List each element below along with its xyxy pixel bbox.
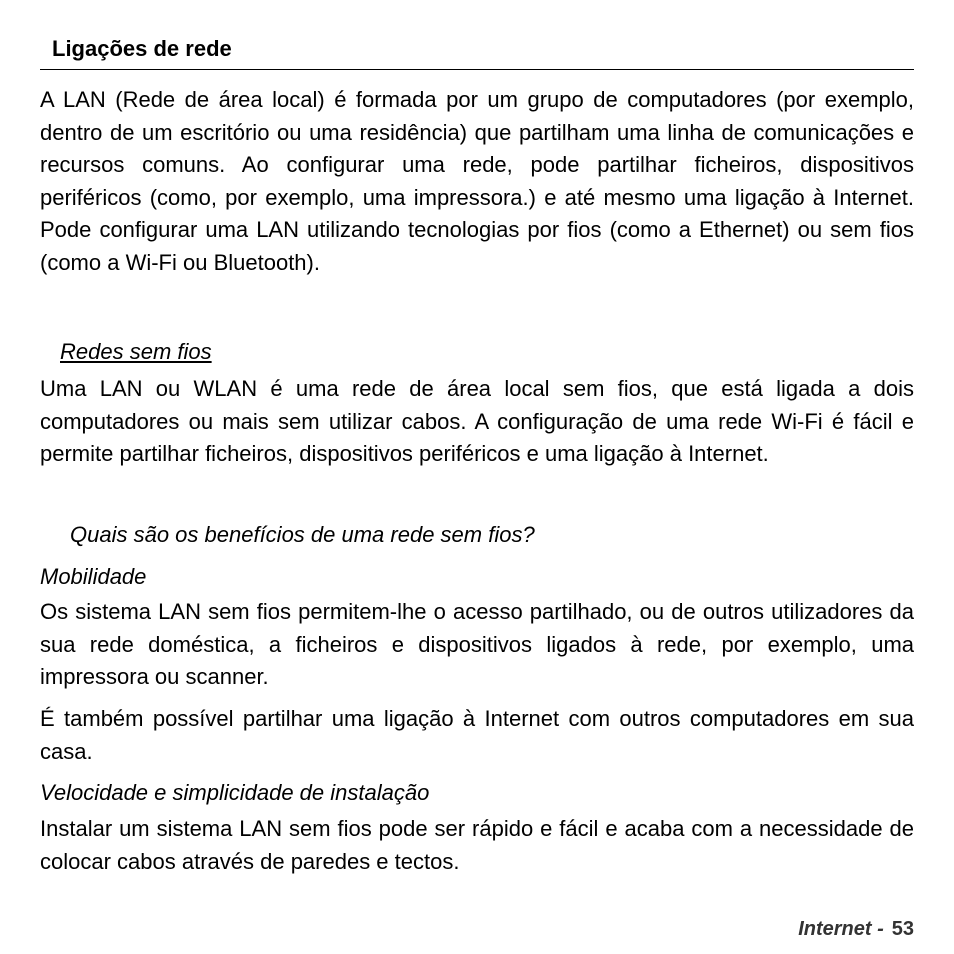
mobility-paragraph-2: É também possível partilhar uma ligação à Internet com outros computadores em sua casa. <box>40 706 914 764</box>
benefits-heading: Quais são os benefícios de uma rede sem fios? <box>70 522 535 547</box>
wireless-paragraph: Uma LAN ou WLAN é uma rede de área local sem fios, que está ligada a dois computadores ou mais sem utilizar cabos. A configuração de uma rede Wi-Fi é fácil e permite partilhar ficheiros, dispositivos periféricos e uma ligação à Internet. <box>40 376 914 466</box>
mobility-paragraph-1: Os sistema LAN sem fios permitem-lhe o acesso partilhado, ou de outros utilizadores da sua rede doméstica, a ficheiros e dispositivos ligados à rede, por exemplo, uma impressora ou scanner. <box>40 599 914 689</box>
intro-paragraph: A LAN (Rede de área local) é formada por um grupo de computadores (por exemplo, dentro de um escritório ou uma residência) que partilham uma linha de comunicações e recursos comuns. Ao configurar uma rede, pode partilhar ficheiros, dispositivos periféricos (como, por exemplo, uma impressora.) e até mesmo uma ligação à Internet. Pode configurar uma LAN utilizando tecnologias por fios (como a Ethernet) ou sem fios (como a Wi-Fi ou Bluetooth). <box>40 87 914 275</box>
wireless-heading: Redes sem fios <box>60 339 212 364</box>
page-number: 53 <box>891 918 914 940</box>
speed-heading: Velocidade e simplicidade de instalação <box>40 780 430 805</box>
title-divider <box>40 69 914 70</box>
footer-chapter: Internet - <box>798 918 884 940</box>
mobility-heading: Mobilidade <box>40 564 147 589</box>
section-title: Ligações de rede <box>52 36 232 61</box>
speed-paragraph: Instalar um sistema LAN sem fios pode ser rápido e fácil e acaba com a necessidade de colocar cabos através de paredes e tectos. <box>40 816 914 874</box>
page-footer <box>798 917 914 941</box>
